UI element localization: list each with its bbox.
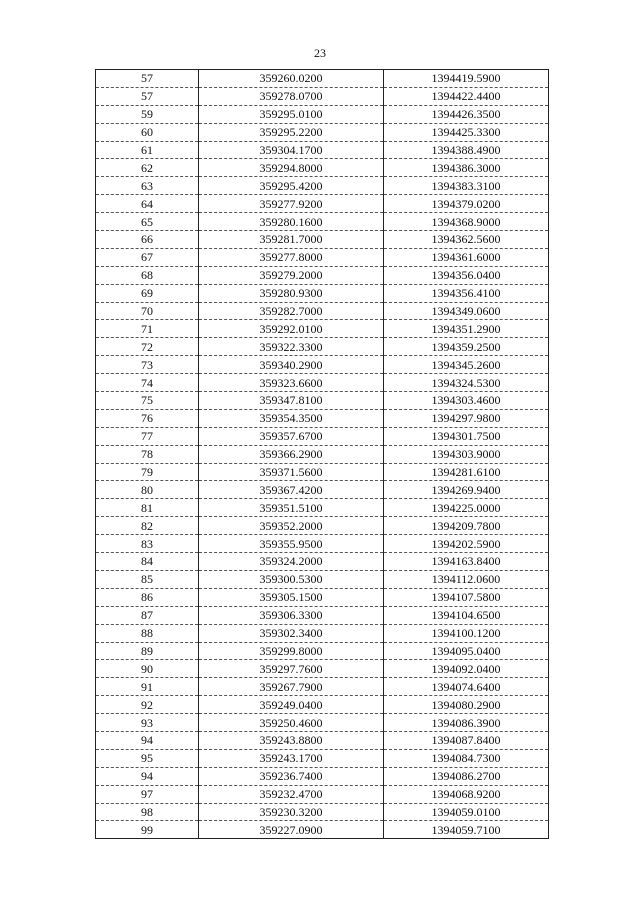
- x-coordinate-cell: 359323.6600: [199, 374, 384, 392]
- point-number-cell: 69: [96, 284, 199, 302]
- table-row: [96, 553, 549, 571]
- y-coordinate-cell: 1394361.6000: [384, 248, 549, 266]
- x-coordinate-cell: 359324.2000: [199, 553, 384, 571]
- y-coordinate-cell: 1394301.7500: [384, 427, 549, 445]
- point-number-cell: 59: [96, 105, 199, 123]
- y-coordinate-cell: 1394303.9000: [384, 445, 549, 463]
- y-coordinate-cell: 1394379.0200: [384, 195, 549, 213]
- x-coordinate-cell: 359250.4600: [199, 714, 384, 732]
- x-coordinate-cell: 359278.0700: [199, 87, 384, 105]
- y-coordinate-cell: 1394087.8400: [384, 731, 549, 749]
- y-coordinate-cell: 1394297.9800: [384, 409, 549, 427]
- y-coordinate-cell: 1394086.3900: [384, 714, 549, 732]
- y-coordinate-cell: 1394269.9400: [384, 481, 549, 499]
- table-row: [96, 678, 549, 696]
- point-number-cell: 72: [96, 338, 199, 356]
- point-number-cell: 82: [96, 517, 199, 535]
- x-coordinate-cell: 359292.0100: [199, 320, 384, 338]
- coordinates-table-body: [96, 70, 549, 839]
- x-coordinate-cell: 359277.8000: [199, 248, 384, 266]
- y-coordinate-cell: 1394092.0400: [384, 660, 549, 678]
- point-number-cell: 79: [96, 463, 199, 481]
- y-coordinate-cell: 1394425.3300: [384, 123, 549, 141]
- table-row: [96, 660, 549, 678]
- y-coordinate-cell: 1394080.2900: [384, 696, 549, 714]
- x-coordinate-cell: 359280.9300: [199, 284, 384, 302]
- y-coordinate-cell: 1394349.0600: [384, 302, 549, 320]
- y-coordinate-cell: 1394383.3100: [384, 177, 549, 195]
- table-row: [96, 499, 549, 517]
- point-number-cell: 64: [96, 195, 199, 213]
- x-coordinate-cell: 359236.7400: [199, 767, 384, 785]
- y-coordinate-cell: 1394074.6400: [384, 678, 549, 696]
- point-number-cell: 57: [96, 87, 199, 105]
- point-number-cell: 76: [96, 409, 199, 427]
- table-row: [96, 588, 549, 606]
- y-coordinate-cell: 1394419.5900: [384, 70, 549, 88]
- point-number-cell: 70: [96, 302, 199, 320]
- x-coordinate-cell: 359299.8000: [199, 642, 384, 660]
- point-number-cell: 88: [96, 624, 199, 642]
- y-coordinate-cell: 1394104.6500: [384, 606, 549, 624]
- table-row: [96, 803, 549, 821]
- point-number-cell: 84: [96, 553, 199, 571]
- point-number-cell: 60: [96, 123, 199, 141]
- y-coordinate-cell: 1394163.8400: [384, 553, 549, 571]
- point-number-cell: 62: [96, 159, 199, 177]
- table-row: [96, 392, 549, 410]
- point-number-cell: 94: [96, 767, 199, 785]
- point-number-cell: 68: [96, 266, 199, 284]
- table-row: [96, 463, 549, 481]
- x-coordinate-cell: 359357.6700: [199, 427, 384, 445]
- y-coordinate-cell: 1394359.2500: [384, 338, 549, 356]
- point-number-cell: 75: [96, 392, 199, 410]
- x-coordinate-cell: 359322.3300: [199, 338, 384, 356]
- table-row: [96, 427, 549, 445]
- point-number-cell: 71: [96, 320, 199, 338]
- point-number-cell: 92: [96, 696, 199, 714]
- y-coordinate-cell: 1394351.2900: [384, 320, 549, 338]
- table-row: [96, 105, 549, 123]
- x-coordinate-cell: 359297.7600: [199, 660, 384, 678]
- y-coordinate-cell: 1394388.4900: [384, 141, 549, 159]
- x-coordinate-cell: 359295.0100: [199, 105, 384, 123]
- table-row: [96, 749, 549, 767]
- x-coordinate-cell: 359243.1700: [199, 749, 384, 767]
- y-coordinate-cell: 1394068.9200: [384, 785, 549, 803]
- table-row: [96, 141, 549, 159]
- x-coordinate-cell: 359351.5100: [199, 499, 384, 517]
- table-row: [96, 517, 549, 535]
- table-row: [96, 731, 549, 749]
- y-coordinate-cell: 1394356.4100: [384, 284, 549, 302]
- x-coordinate-cell: 359305.1500: [199, 588, 384, 606]
- point-number-cell: 95: [96, 749, 199, 767]
- y-coordinate-cell: 1394059.0100: [384, 803, 549, 821]
- y-coordinate-cell: 1394100.1200: [384, 624, 549, 642]
- x-coordinate-cell: 359367.4200: [199, 481, 384, 499]
- x-coordinate-cell: 359260.0200: [199, 70, 384, 88]
- table-row: [96, 374, 549, 392]
- point-number-cell: 61: [96, 141, 199, 159]
- point-number-cell: 85: [96, 570, 199, 588]
- table-row: [96, 320, 549, 338]
- table-row: [96, 266, 549, 284]
- y-coordinate-cell: 1394345.2600: [384, 356, 549, 374]
- x-coordinate-cell: 359352.2000: [199, 517, 384, 535]
- table-row: [96, 714, 549, 732]
- x-coordinate-cell: 359249.0400: [199, 696, 384, 714]
- y-coordinate-cell: 1394356.0400: [384, 266, 549, 284]
- y-coordinate-cell: 1394362.5600: [384, 231, 549, 249]
- y-coordinate-cell: 1394107.5800: [384, 588, 549, 606]
- y-coordinate-cell: 1394209.7800: [384, 517, 549, 535]
- x-coordinate-cell: 359300.5300: [199, 570, 384, 588]
- point-number-cell: 66: [96, 231, 199, 249]
- table-row: [96, 445, 549, 463]
- x-coordinate-cell: 359302.3400: [199, 624, 384, 642]
- table-row: [96, 87, 549, 105]
- point-number-cell: 81: [96, 499, 199, 517]
- x-coordinate-cell: 359304.1700: [199, 141, 384, 159]
- y-coordinate-cell: 1394281.6100: [384, 463, 549, 481]
- x-coordinate-cell: 359347.8100: [199, 392, 384, 410]
- table-row: [96, 535, 549, 553]
- y-coordinate-cell: 1394084.7300: [384, 749, 549, 767]
- x-coordinate-cell: 359295.2200: [199, 123, 384, 141]
- point-number-cell: 57: [96, 70, 199, 88]
- y-coordinate-cell: 1394386.3000: [384, 159, 549, 177]
- y-coordinate-cell: 1394368.9000: [384, 213, 549, 231]
- x-coordinate-cell: 359306.3300: [199, 606, 384, 624]
- point-number-cell: 83: [96, 535, 199, 553]
- x-coordinate-cell: 359340.2900: [199, 356, 384, 374]
- point-number-cell: 93: [96, 714, 199, 732]
- x-coordinate-cell: 359354.3500: [199, 409, 384, 427]
- table-row: [96, 767, 549, 785]
- table-row: [96, 70, 549, 88]
- y-coordinate-cell: 1394303.4600: [384, 392, 549, 410]
- table-row: [96, 231, 549, 249]
- table-row: [96, 785, 549, 803]
- point-number-cell: 94: [96, 731, 199, 749]
- y-coordinate-cell: 1394112.0600: [384, 570, 549, 588]
- point-number-cell: 99: [96, 821, 199, 839]
- point-number-cell: 73: [96, 356, 199, 374]
- x-coordinate-cell: 359267.7900: [199, 678, 384, 696]
- y-coordinate-cell: 1394225.0000: [384, 499, 549, 517]
- x-coordinate-cell: 359371.5600: [199, 463, 384, 481]
- table-row: [96, 338, 549, 356]
- x-coordinate-cell: 359243.8800: [199, 731, 384, 749]
- point-number-cell: 63: [96, 177, 199, 195]
- y-coordinate-cell: 1394202.5900: [384, 535, 549, 553]
- point-number-cell: 97: [96, 785, 199, 803]
- table-row: [96, 642, 549, 660]
- table-row: [96, 248, 549, 266]
- table-row: [96, 284, 549, 302]
- point-number-cell: 89: [96, 642, 199, 660]
- y-coordinate-cell: 1394324.5300: [384, 374, 549, 392]
- table-row: [96, 356, 549, 374]
- x-coordinate-cell: 359281.7000: [199, 231, 384, 249]
- y-coordinate-cell: 1394095.0400: [384, 642, 549, 660]
- x-coordinate-cell: 359295.4200: [199, 177, 384, 195]
- y-coordinate-cell: 1394422.4400: [384, 87, 549, 105]
- table-row: [96, 177, 549, 195]
- x-coordinate-cell: 359227.0900: [199, 821, 384, 839]
- table-row: [96, 159, 549, 177]
- x-coordinate-cell: 359277.9200: [199, 195, 384, 213]
- table-row: [96, 409, 549, 427]
- point-number-cell: 86: [96, 588, 199, 606]
- x-coordinate-cell: 359355.9500: [199, 535, 384, 553]
- x-coordinate-cell: 359230.3200: [199, 803, 384, 821]
- point-number-cell: 65: [96, 213, 199, 231]
- coordinates-table: [95, 69, 549, 839]
- x-coordinate-cell: 359280.1600: [199, 213, 384, 231]
- x-coordinate-cell: 359279.2000: [199, 266, 384, 284]
- point-number-cell: 87: [96, 606, 199, 624]
- point-number-cell: 91: [96, 678, 199, 696]
- y-coordinate-cell: 1394086.2700: [384, 767, 549, 785]
- point-number-cell: 77: [96, 427, 199, 445]
- table-row: [96, 123, 549, 141]
- table-row: [96, 821, 549, 839]
- table-row: [96, 195, 549, 213]
- point-number-cell: 80: [96, 481, 199, 499]
- table-row: [96, 606, 549, 624]
- x-coordinate-cell: 359366.2900: [199, 445, 384, 463]
- y-coordinate-cell: 1394059.7100: [384, 821, 549, 839]
- point-number-cell: 98: [96, 803, 199, 821]
- point-number-cell: 74: [96, 374, 199, 392]
- table-row: [96, 624, 549, 642]
- x-coordinate-cell: 359282.7000: [199, 302, 384, 320]
- x-coordinate-cell: 359232.4700: [199, 785, 384, 803]
- table-row: [96, 696, 549, 714]
- table-row: [96, 213, 549, 231]
- y-coordinate-cell: 1394426.3500: [384, 105, 549, 123]
- point-number-cell: 67: [96, 248, 199, 266]
- table-row: [96, 302, 549, 320]
- point-number-cell: 78: [96, 445, 199, 463]
- page-number: 23: [314, 46, 326, 60]
- point-number-cell: 90: [96, 660, 199, 678]
- x-coordinate-cell: 359294.8000: [199, 159, 384, 177]
- table-row: [96, 481, 549, 499]
- table-row: [96, 570, 549, 588]
